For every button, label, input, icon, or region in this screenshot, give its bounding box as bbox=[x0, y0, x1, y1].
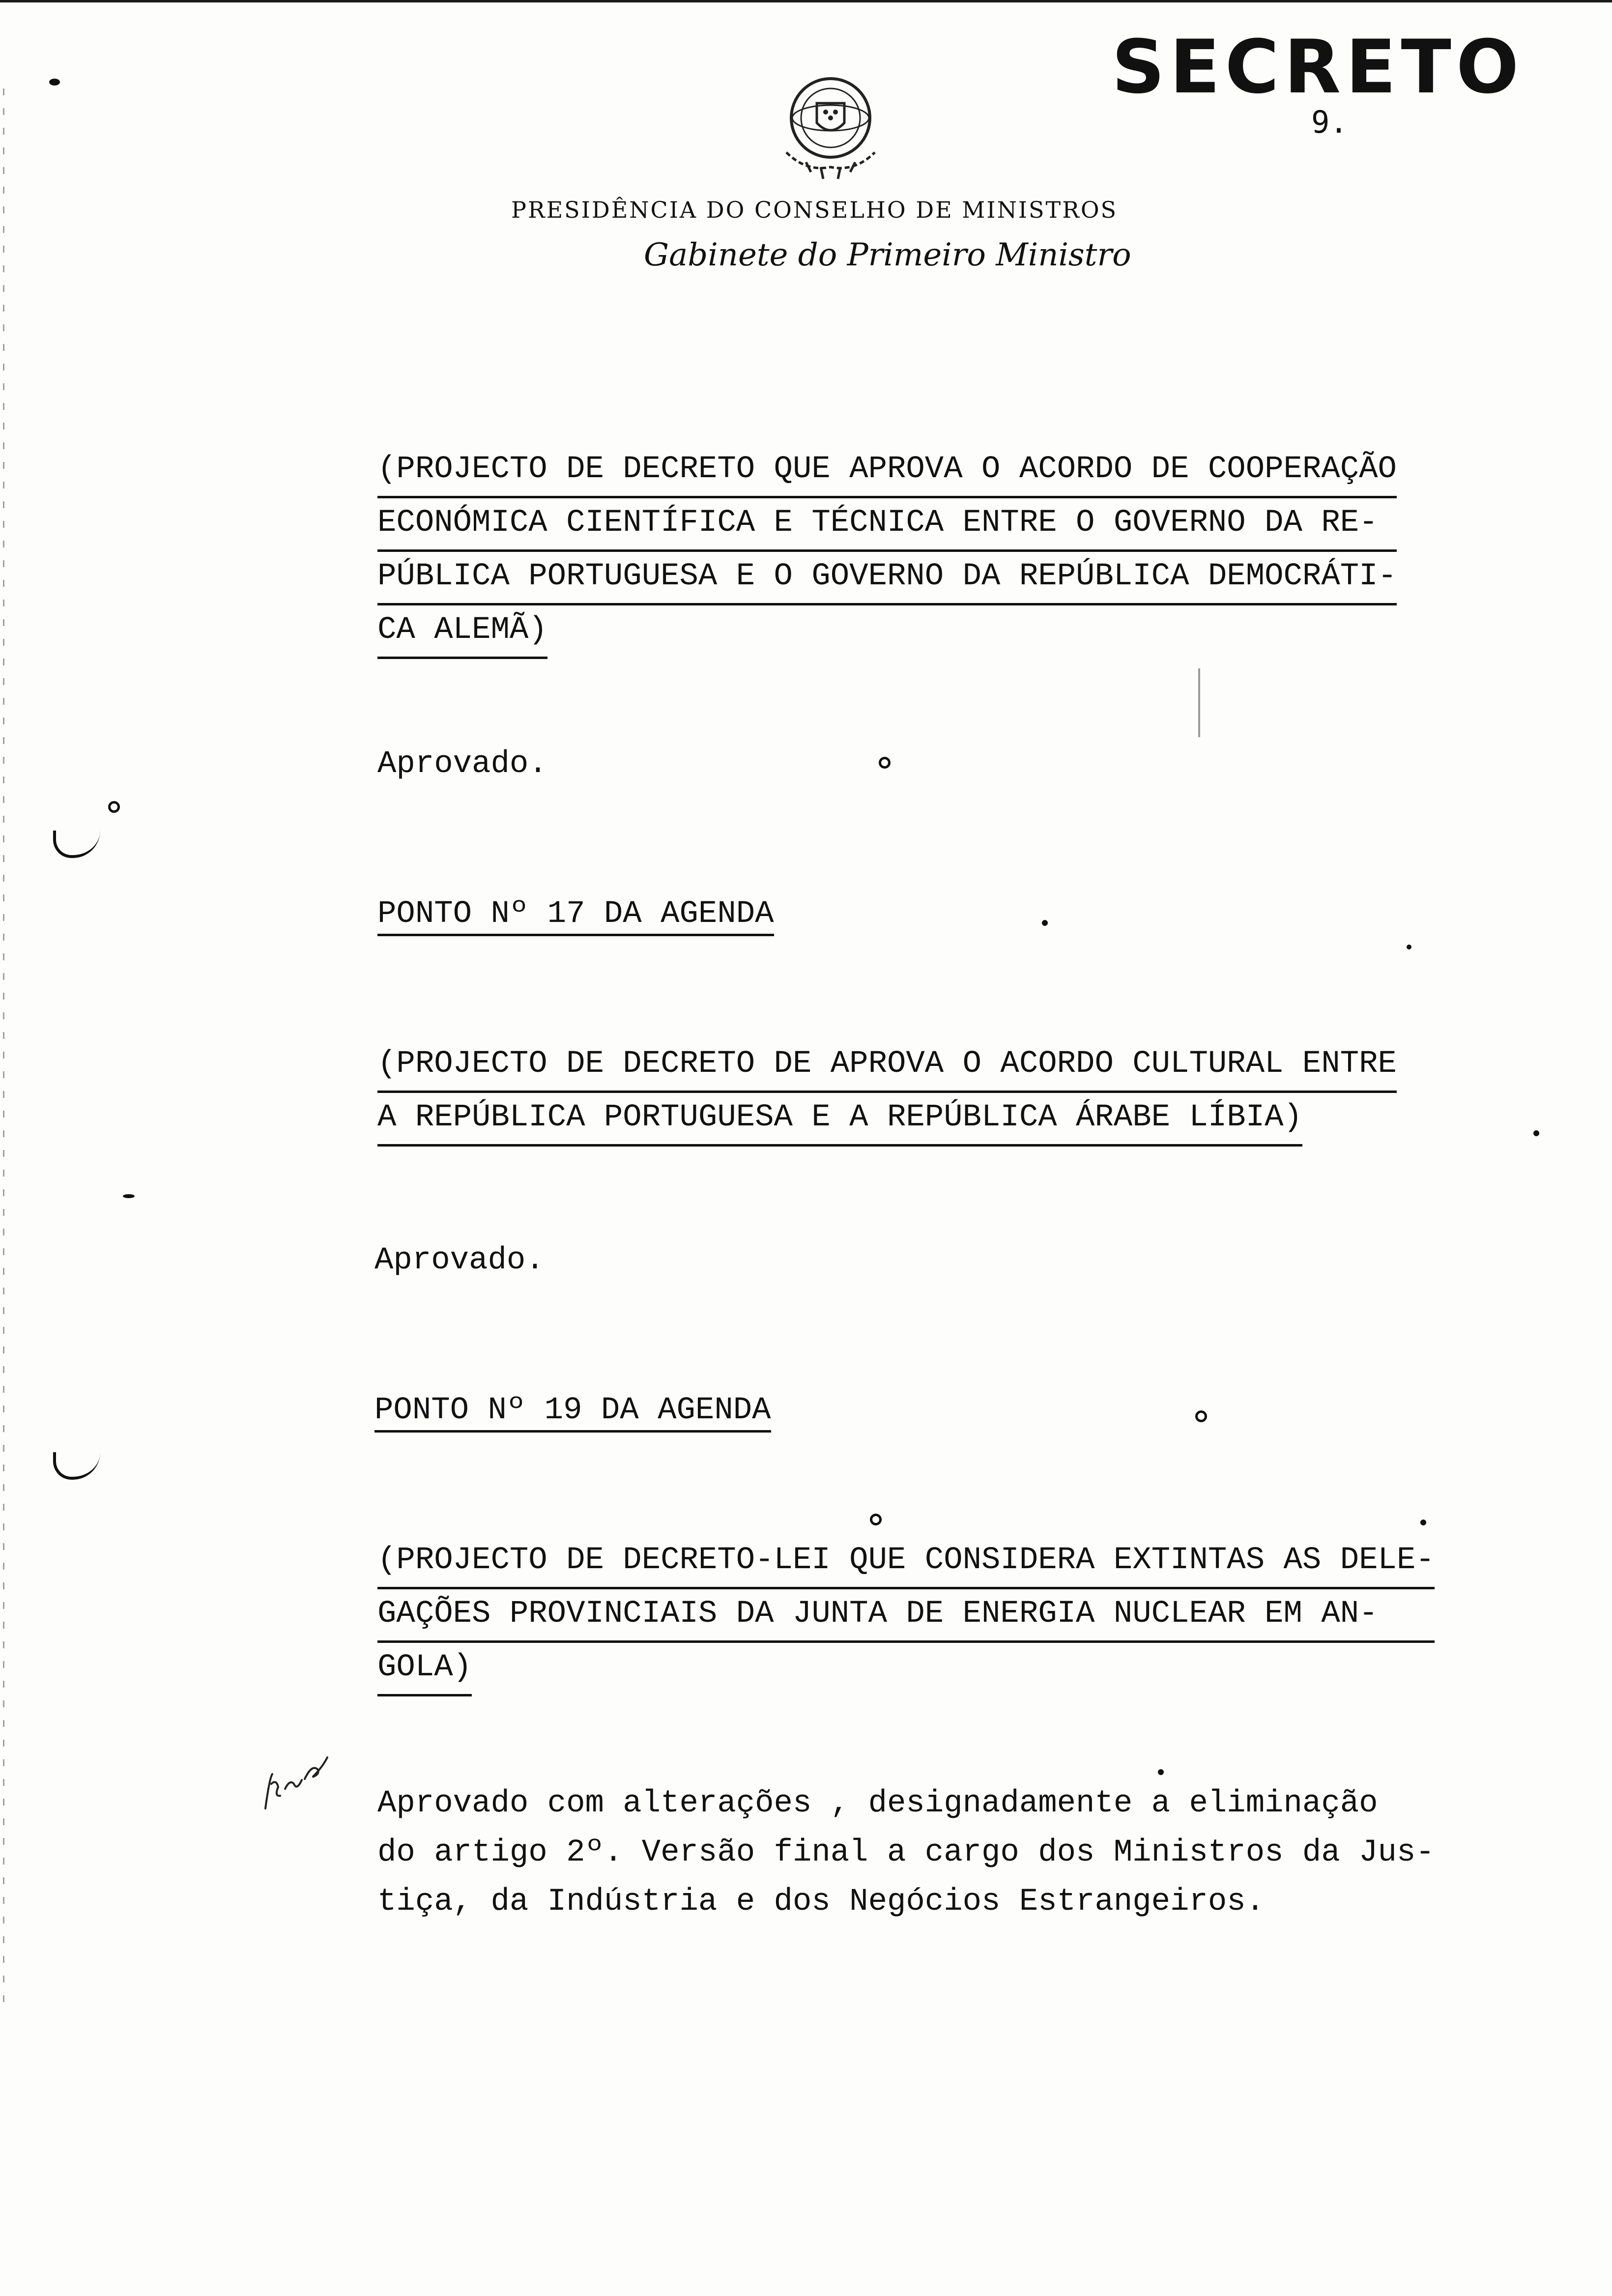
scan-speck bbox=[1042, 920, 1048, 926]
coat-of-arms-seal bbox=[772, 69, 890, 192]
punch-hole-mark bbox=[53, 831, 100, 858]
scan-speck bbox=[1420, 1520, 1426, 1525]
title-line: PÚBLICA PORTUGUESA E O GOVERNO DA REPÚBLICA DEMOCRÁTI- bbox=[377, 552, 1397, 605]
item-3-title bbox=[377, 1536, 1435, 1696]
scan-speck bbox=[1195, 1410, 1207, 1422]
scan-speck bbox=[123, 1194, 135, 1198]
scan-left-edge bbox=[3, 88, 4, 2005]
organization-header: PRESIDÊNCIA DO CONSELHO DE MINISTROS bbox=[511, 197, 1118, 223]
scan-speck bbox=[870, 1514, 882, 1525]
title-line: CA ALEMÃ) bbox=[377, 605, 547, 659]
item-3-decision bbox=[377, 1779, 1435, 1926]
agenda-point-17 bbox=[377, 890, 774, 939]
decision-line: Aprovado com alterações , designadamente a eliminação bbox=[377, 1786, 1378, 1821]
item-2-decision: Aprovado. bbox=[374, 1243, 545, 1278]
scan-speck bbox=[879, 757, 891, 769]
agenda-point-label: PONTO Nº 19 DA AGENDA bbox=[374, 1393, 771, 1433]
title-line: A REPÚBLICA PORTUGUESA E A REPÚBLICA ÁRABE LÍBIA) bbox=[377, 1093, 1302, 1147]
title-line: ECONÓMICA CIENTÍFICA E TÉCNICA ENTRE O GOVERNO DA RE- bbox=[377, 498, 1397, 552]
title-line: GAÇÕES PROVINCIAIS DA JUNTA DE ENERGIA NUCLEAR EM AN- bbox=[377, 1589, 1435, 1643]
classification-stamp: SECRETO bbox=[1112, 25, 1524, 110]
title-line: (PROJECTO DE DECRETO QUE APROVA O ACORDO DE COOPERAÇÃO bbox=[377, 445, 1397, 498]
decision-line: do artigo 2º. Versão final a cargo dos Ministros da Jus- bbox=[377, 1835, 1435, 1870]
scan-speck bbox=[108, 801, 120, 813]
top-edge-rule bbox=[0, 0, 1612, 2]
agenda-point-label: PONTO Nº 17 DA AGENDA bbox=[377, 896, 774, 936]
item-2-title bbox=[377, 1039, 1397, 1147]
page-number: 9. bbox=[1311, 104, 1348, 140]
scan-speck bbox=[1158, 1769, 1164, 1775]
scan-speck bbox=[1198, 668, 1200, 737]
scan-speck bbox=[1407, 945, 1411, 949]
item-1-title bbox=[377, 445, 1397, 659]
title-line: (PROJECTO DE DECRETO-LEI QUE CONSIDERA EXTINTAS AS DELE- bbox=[377, 1536, 1435, 1589]
scan-speck bbox=[1533, 1130, 1539, 1136]
cabinet-subheader: Gabinete do Primeiro Ministro bbox=[644, 237, 1131, 273]
punch-hole-mark bbox=[53, 1452, 100, 1480]
scan-speck bbox=[49, 79, 60, 86]
title-line: GOLA) bbox=[377, 1643, 472, 1696]
decision-line: tiça, da Indústria e dos Negócios Estrangeiros. bbox=[377, 1884, 1265, 1920]
handwritten-margin-note bbox=[260, 1754, 349, 1813]
agenda-point-19 bbox=[374, 1386, 771, 1435]
title-line: (PROJECTO DE DECRETO DE APROVA O ACORDO CULTURAL ENTRE bbox=[377, 1039, 1397, 1093]
item-1-decision: Aprovado. bbox=[377, 746, 547, 782]
